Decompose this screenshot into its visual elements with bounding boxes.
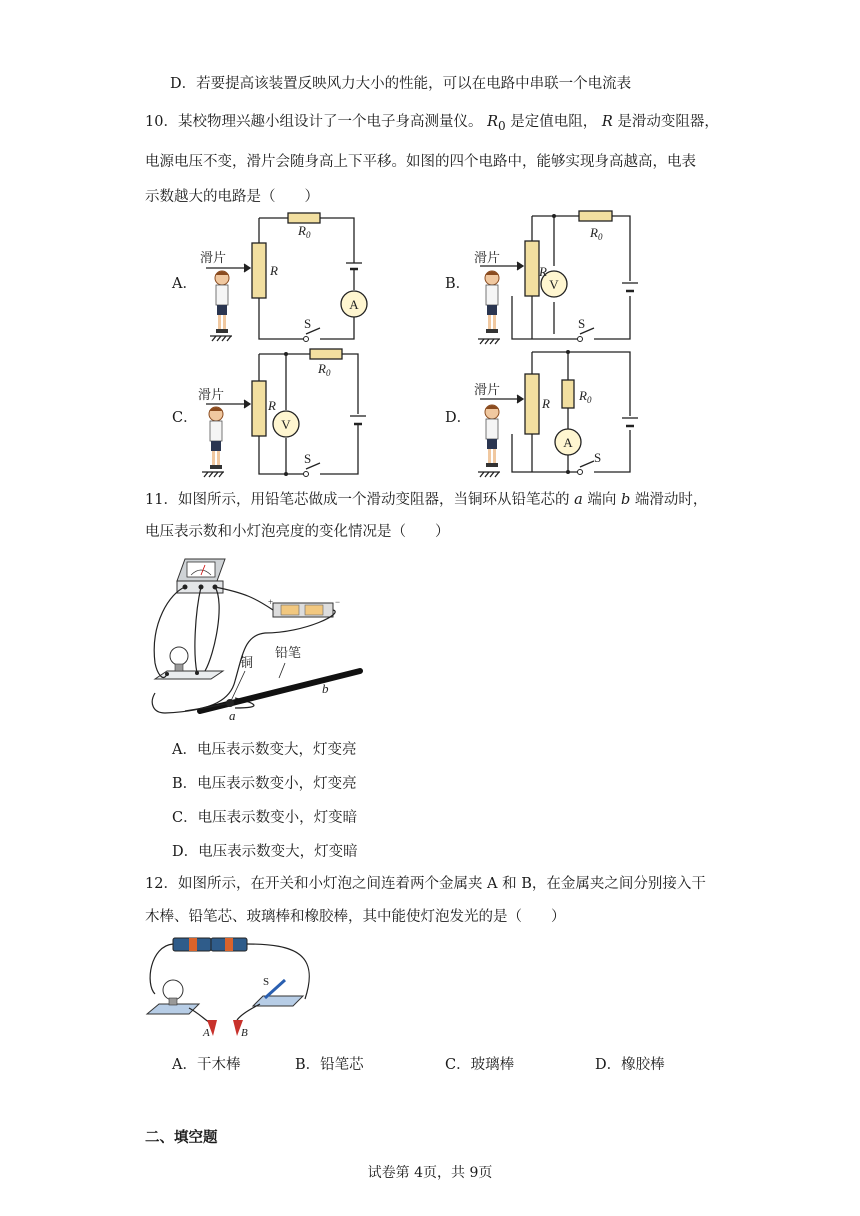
q10-option-c-label: C． — [172, 410, 198, 426]
q11-text-c: 端滑动时， — [634, 492, 708, 508]
ammeter-label-d: A — [563, 435, 573, 450]
r-label-d: R — [542, 396, 550, 411]
student-figure-c — [209, 407, 223, 469]
battery-minus-sign: − — [335, 597, 341, 607]
student-figure-b — [485, 271, 499, 333]
q12-circuit-figure — [145, 934, 325, 1039]
switch-label-b: S — [578, 316, 586, 331]
copper-label: 铜 — [240, 655, 254, 670]
q9-option-d: D．若要提高该装置反映风力大小的性能，可以在电路中串联一个电流表 — [170, 76, 632, 92]
switch-label-c: S — [304, 451, 312, 466]
pencil-lead — [200, 671, 360, 711]
voltmeter-label-c: V — [281, 417, 291, 432]
section-title-fill-in: 二、填空题 — [145, 1129, 218, 1146]
q11-point-b: b — [620, 492, 631, 508]
q12-option-a: A．干木棒 — [172, 1057, 241, 1073]
q10-text-a: 10．某校物理兴趣小组设计了一个电子身高测量仪。 — [145, 114, 483, 130]
ammeter-label-a: A — [349, 297, 359, 312]
student-figure-a — [215, 271, 229, 333]
switch-label-d: S — [594, 450, 602, 465]
voltmeter-label-b: V — [549, 277, 559, 292]
q11-text-b: 端向 — [587, 492, 617, 508]
r0-subscript: 0 — [497, 118, 506, 133]
q12-stem-line1: 12．如图所示，在开关和小灯泡之间连着两个金属夹 A 和 B，在金属夹之间分别接入干 — [145, 876, 706, 892]
r-symbol: R — [601, 114, 613, 130]
clip-a-label: A — [203, 1027, 210, 1039]
q12-stem-line2: 木棒、铅笔芯、玻璃棒和橡胶棒，其中能使灯泡发光的是（ ） — [145, 909, 566, 925]
r0-label-d: $R_0$ — [579, 388, 592, 405]
q12-option-d: D．橡胶棒 — [595, 1057, 665, 1073]
circuit-diagram-c — [192, 346, 382, 481]
slider-label-c: 滑片 — [198, 387, 225, 402]
slider-label-d: 滑片 — [474, 382, 501, 397]
battery-pair — [173, 938, 247, 951]
point-a-label: a — [229, 708, 236, 723]
switch-board — [253, 976, 303, 1006]
q11-stem-line1 — [145, 490, 707, 510]
q10-text-c: 是滑动变阻器， — [617, 114, 719, 130]
q11-option-c: C．电压表示数变小，灯变暗 — [172, 810, 358, 826]
q10-option-a-label: A． — [172, 276, 197, 292]
slider-label-b: 滑片 — [474, 250, 501, 265]
r0-label-c: $R_0$ — [318, 361, 331, 378]
point-b-label: b — [322, 681, 329, 696]
r-label-b: R — [539, 264, 547, 279]
q10-option-d-label: D． — [445, 410, 472, 426]
q11-text-a: 11．如图所示，用铅笔芯做成一个滑动变阻器，当铜环从铅笔芯的 — [145, 492, 570, 508]
q11-pencil-rheostat-figure — [145, 553, 375, 723]
battery-plus-sign: + — [268, 597, 274, 607]
circuit-diagram-b — [466, 206, 656, 346]
slider-label-a: 滑片 — [200, 250, 227, 265]
pencil-label: 铅笔 — [275, 645, 302, 660]
q11-point-a: a — [574, 492, 583, 508]
r0-label-a: $R_0$ — [298, 223, 311, 240]
r-label-a: R — [270, 263, 278, 278]
q10-text-b: 是定值电阻， — [510, 114, 598, 130]
q12-option-c: C．玻璃棒 — [445, 1057, 515, 1073]
student-figure-d — [485, 405, 499, 467]
q10-stem-line2: 电源电压不变，滑片会随身高上下平移。如图的四个电路中，能够实现身高越高，电表 — [145, 154, 696, 170]
q11-option-b: B．电压表示数变小，灯变亮 — [172, 776, 357, 792]
q10-option-b-label: B． — [445, 276, 471, 292]
r0-symbol: R — [487, 114, 498, 130]
q11-stem-line2: 电压表示数和小灯泡亮度的变化情况是（ ） — [145, 524, 450, 540]
q10-stem-line1 — [145, 112, 719, 136]
q11-option-d: D．电压表示数变大，灯变暗 — [172, 844, 358, 860]
battery-pack — [268, 597, 340, 617]
circuit-diagram-a — [192, 208, 382, 348]
q11-option-a: A．电压表示数变大，灯变亮 — [172, 742, 357, 758]
switch-label-a: S — [304, 316, 312, 331]
r-label-c: R — [268, 398, 276, 413]
switch-s-label: S — [263, 976, 270, 988]
r0-label-b: $R_0$ — [590, 225, 603, 242]
q12-option-b: B．铅笔芯 — [295, 1057, 364, 1073]
circuit-diagram-d — [466, 344, 656, 479]
clip-b-label: B — [241, 1027, 248, 1039]
q10-stem-line3: 示数越大的电路是（ ） — [145, 189, 319, 205]
page-footer: 试卷第 4页，共 9页 — [367, 1165, 493, 1181]
